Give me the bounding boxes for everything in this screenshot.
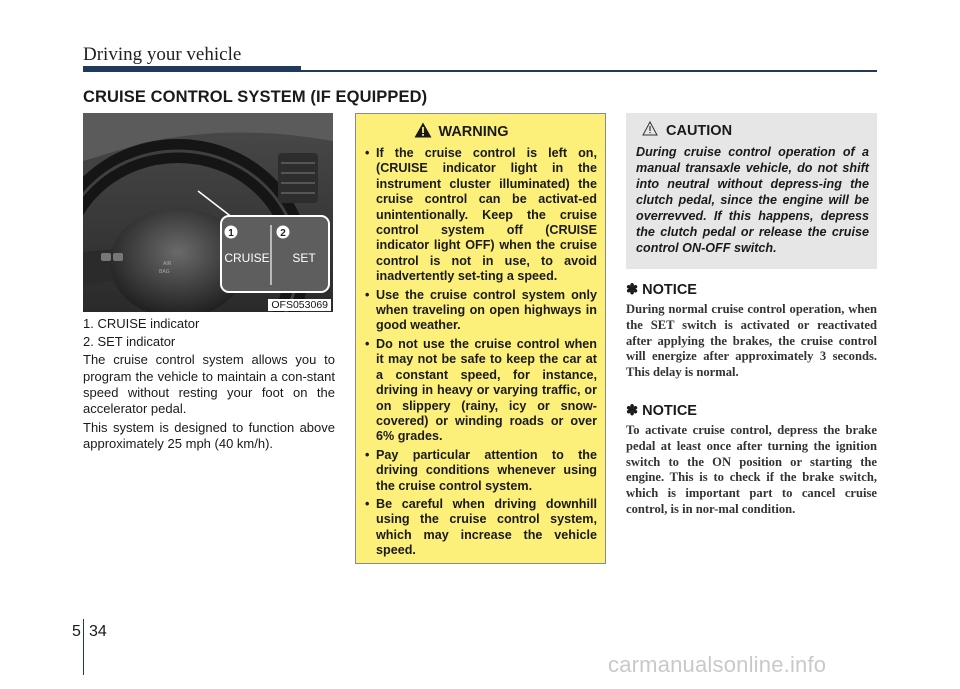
notice-1-title: ✽ NOTICE <box>626 282 697 298</box>
caution-triangle-icon <box>642 121 658 140</box>
page-number-divider <box>83 619 84 675</box>
caution-body: During cruise control operation of a manual transaxle vehicle, do not shift into neutral without depress-ing the clutch pedal, since the engine will be overrevved. If this happens, depress the clutch pedal or release the cruise control ON-OFF switch. <box>636 145 869 255</box>
warning-item: • If the cruise control is left on, (CRUISE indicator light in the instrument cluster illuminated) the cruise control can be activat-ed unintentionally. Keep the cruise control system off (CRUISE indicator light OFF) when the cruise control is not in use, to avoid inadvertently set-ting a speed. <box>366 146 597 285</box>
callout-2: 2 <box>280 228 286 239</box>
callout-1: 1 <box>228 228 234 239</box>
indicator-item-1: 1. CRUISE indicator <box>83 316 200 331</box>
set-indicator-label: SET <box>292 251 316 265</box>
left-column-text <box>83 316 335 456</box>
warning-item: • Pay particular attention to the driving conditions whenever using the cruise control system. <box>366 448 597 494</box>
watermark: carmanualsonline.info <box>608 652 827 677</box>
header-rule-thin <box>301 70 877 72</box>
steering-wheel-illustration <box>83 113 333 312</box>
notice-2-title: ✽ NOTICE <box>626 403 697 419</box>
warning-item: • Be careful when driving downhill using the cruise control system, which may increase the vehicle speed. <box>366 497 597 559</box>
notice-1-body: During normal cruise control operation, when the SET switch is activated or reactivated after applying the brakes, the cruise control will energize after approximately 3 seconds. This delay is normal. <box>626 302 877 380</box>
notice-2-body: To activate cruise control, depress the brake pedal at least once after turning the ignition switch to the ON position or starting the engine. This is to check if the brake switch, which is important part to cancel cruise control, is in nor-mal condition. <box>626 423 877 516</box>
indicator-item-2: 2. SET indicator <box>83 334 176 350</box>
description-paragraph-1: The cruise control system allows you to program the vehicle to maintain a con-stant speed without resting your foot on the accelerator pedal. <box>83 352 335 417</box>
description-paragraph-2: This system is designed to function above approximately 25 mph (40 km/h). <box>83 420 335 452</box>
warning-triangle-icon <box>414 122 432 142</box>
running-header: Driving your vehicle <box>83 44 242 65</box>
warning-item: • Do not use the cruise control when it may not be safe to keep the car at a constant speed, for instance, driving in heavy or varying traffic, or on slippery (rainy, icy or snow-covered) or winding roads or over 6% grades. <box>366 337 597 445</box>
chapter-number: 5 <box>72 623 81 640</box>
svg-text:BAG: BAG <box>159 269 170 275</box>
notice-block-2 <box>626 403 877 518</box>
caution-header <box>642 121 869 140</box>
caution-title: CAUTION <box>666 122 733 139</box>
warning-list <box>366 146 597 559</box>
section-title: CRUISE CONTROL SYSTEM (IF EQUIPPED) <box>83 88 428 106</box>
cruise-switch-figure <box>83 113 333 312</box>
page-number: 34 <box>89 623 107 640</box>
warning-box <box>355 113 606 564</box>
cruise-indicator-label: CRUISE <box>224 251 270 265</box>
warning-title: WARNING <box>438 124 509 140</box>
notice-block-1 <box>626 282 877 381</box>
figure-code: OFS053069 <box>268 299 331 311</box>
warning-item: • Use the cruise control system only when traveling on open highways in good weather. <box>366 288 597 334</box>
header-rule-thick <box>83 66 301 72</box>
caution-box <box>626 113 877 269</box>
airbag-label: AIR <box>163 261 172 267</box>
warning-header <box>326 122 597 142</box>
